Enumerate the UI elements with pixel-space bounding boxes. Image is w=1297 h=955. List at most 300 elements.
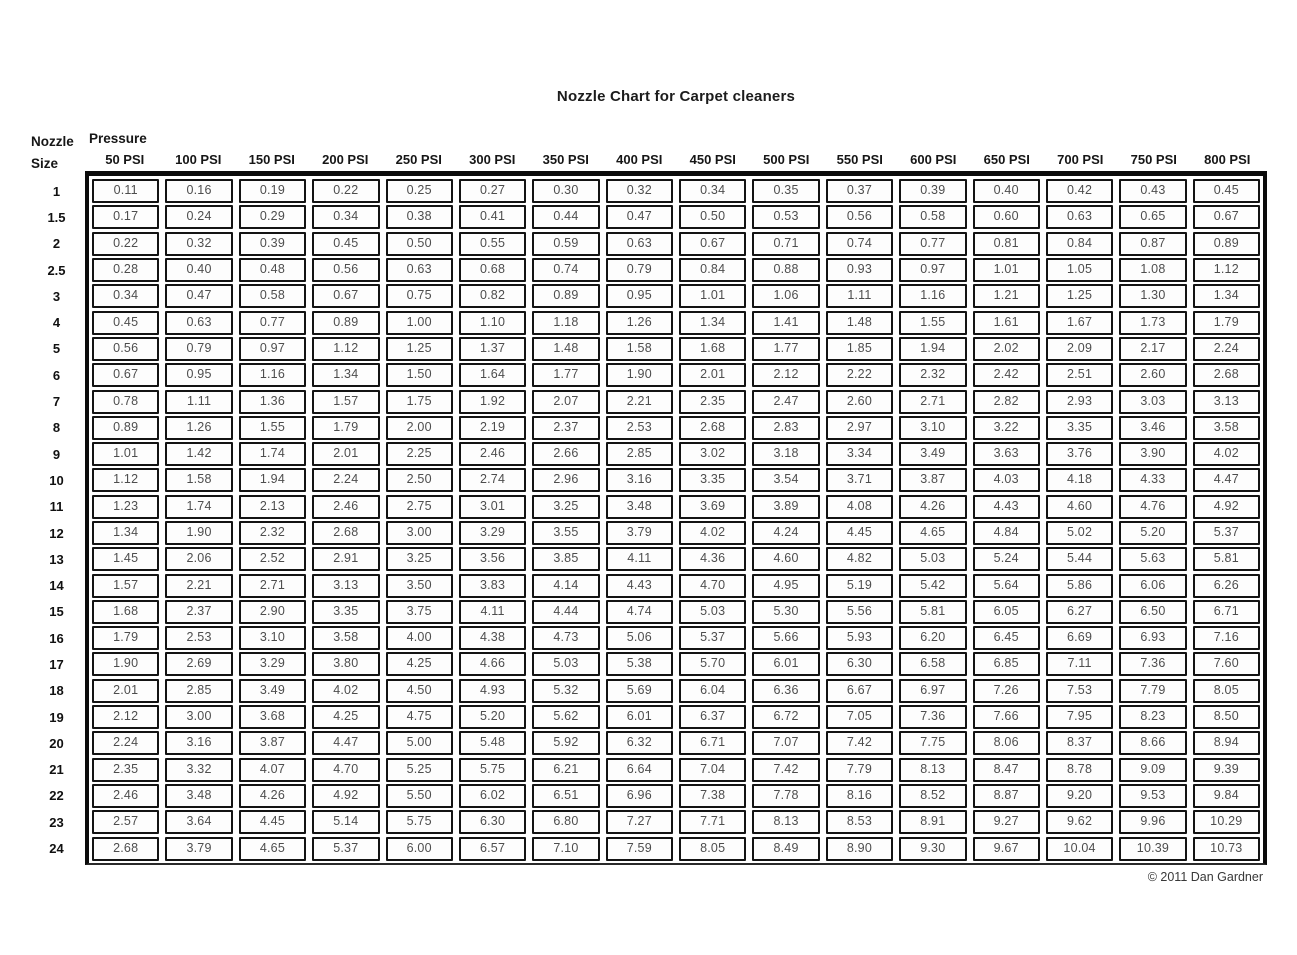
table-cell: 4.92 [312,784,379,808]
table-cell: 1.11 [165,390,232,414]
table-cell: 6.67 [826,679,893,703]
table-cell: 3.35 [679,468,746,492]
table-cell: 1.18 [532,311,599,335]
table-cell: 3.16 [165,731,232,755]
row-label: 2.5 [47,262,66,278]
table-cell: 1.01 [92,442,159,466]
table-cell: 2.66 [532,442,599,466]
table-row [92,467,1260,493]
table-cell: 2.90 [239,600,306,624]
table-cell: 3.63 [973,442,1040,466]
table-cell: 4.02 [1193,442,1260,466]
table-cell: 6.36 [752,679,819,703]
table-cell: 6.02 [459,784,526,808]
table-cell: 1.57 [312,390,379,414]
table-cell: 2.35 [92,758,159,782]
table-cell: 2.46 [92,784,159,808]
row-label: 4 [52,315,61,331]
table-cell: 2.17 [1119,337,1186,361]
table-cell: 3.79 [606,521,673,545]
table-cell: 0.34 [92,284,159,308]
table-cell: 5.62 [532,705,599,729]
table-cell: 0.74 [532,258,599,282]
table-cell: 2.00 [386,416,453,440]
table-cell: 3.69 [679,495,746,519]
table-cell: 0.89 [312,311,379,335]
table-cell: 0.34 [312,205,379,229]
table-cell: 5.32 [532,679,599,703]
row-label: 3 [52,288,61,304]
table-cell: 4.36 [679,547,746,571]
table-cell: 1.48 [532,337,599,361]
table-cell: 9.67 [973,837,1040,861]
table-cell: 0.56 [312,258,379,282]
table-cell: 7.53 [1046,679,1113,703]
table-cell: 1.90 [606,363,673,387]
table-row [92,757,1260,783]
table-cell: 8.05 [1193,679,1260,703]
table-cell: 1.11 [826,284,893,308]
table-cell: 0.29 [239,205,306,229]
table-cell: 5.86 [1046,574,1113,598]
table-cell: 3.16 [606,468,673,492]
table-cell: 1.05 [1046,258,1113,282]
table-cell: 2.06 [165,547,232,571]
table-cell: 1.10 [459,311,526,335]
table-cell: 0.45 [312,232,379,256]
table-cell: 2.52 [239,547,306,571]
table-cell: 0.39 [239,232,306,256]
table-cell: 1.45 [92,547,159,571]
table-body [28,171,1267,865]
table-cell: 0.89 [532,284,599,308]
table-cell: 4.47 [1193,468,1260,492]
table-cell: 7.75 [899,731,966,755]
table-cell: 7.60 [1193,652,1260,676]
table-cell: 6.85 [973,652,1040,676]
table-cell: 3.64 [165,810,232,834]
table-cell: 0.97 [239,337,306,361]
table-cell: 6.69 [1046,626,1113,650]
table-cell: 2.46 [312,495,379,519]
table-cell: 6.97 [899,679,966,703]
table-cell: 3.34 [826,442,893,466]
table-cell: 1.34 [1193,284,1260,308]
table-cell: 4.66 [459,652,526,676]
table-cell: 3.46 [1119,416,1186,440]
table-cell: 0.95 [165,363,232,387]
table-cell: 6.30 [459,810,526,834]
table-cell: 5.25 [386,758,453,782]
table-cell: 7.59 [606,837,673,861]
table-cell: 0.81 [973,232,1040,256]
column-header: 700 PSI [1057,152,1104,167]
table-cell: 8.23 [1119,705,1186,729]
row-label: 1 [52,183,61,199]
table-cell: 6.30 [826,652,893,676]
table-cell: 0.89 [1193,232,1260,256]
table-cell: 1.26 [165,416,232,440]
table-cell: 0.11 [92,179,159,203]
table-cell: 6.21 [532,758,599,782]
table-cell: 9.27 [973,810,1040,834]
table-cell: 4.08 [826,495,893,519]
table-cell: 3.90 [1119,442,1186,466]
table-cell: 6.64 [606,758,673,782]
table-cell: 7.42 [752,758,819,782]
table-cell: 2.25 [386,442,453,466]
table-cell: 4.82 [826,547,893,571]
column-header: 450 PSI [689,152,736,167]
table-row [92,178,1260,204]
table-row [92,835,1260,861]
table-cell: 0.47 [165,284,232,308]
table-cell: 0.87 [1119,232,1186,256]
table-cell: 0.67 [1193,205,1260,229]
table-cell: 0.82 [459,284,526,308]
table-cell: 1.58 [606,337,673,361]
row-label: 10 [49,472,64,488]
table-cell: 8.91 [899,810,966,834]
table-cell: 7.05 [826,705,893,729]
table-cell: 8.94 [1193,731,1260,755]
table-cell: 0.22 [92,232,159,256]
table-cell: 3.10 [239,626,306,650]
table-row [92,599,1260,625]
table-cell: 1.79 [312,416,379,440]
table-cell: 3.83 [459,574,526,598]
table-cell: 1.12 [92,468,159,492]
table-cell: 0.53 [752,205,819,229]
column-header: 500 PSI [763,152,810,167]
table-row [92,520,1260,546]
table-row [92,678,1260,704]
table-cell: 7.26 [973,679,1040,703]
table-cell: 4.14 [532,574,599,598]
table-cell: 0.25 [386,179,453,203]
table-row [92,309,1260,335]
table-cell: 1.79 [92,626,159,650]
table-row [92,651,1260,677]
table-cell: 3.48 [165,784,232,808]
table-cell: 1.01 [973,258,1040,282]
row-label: 6 [52,367,61,383]
page-title: Nozzle Chart for Carpet cleaners [556,88,796,105]
table-cell: 10.29 [1193,810,1260,834]
table-cell: 0.78 [92,390,159,414]
table-cell: 2.60 [1119,363,1186,387]
table-cell: 9.62 [1046,810,1113,834]
row-label: 11 [49,499,64,515]
table-cell: 0.89 [92,416,159,440]
column-header: 600 PSI [910,152,957,167]
table-cell: 1.23 [92,495,159,519]
table-cell: 0.63 [1046,205,1113,229]
table-cell: 5.92 [532,731,599,755]
table-cell: 0.84 [1046,232,1113,256]
table-cell: 6.45 [973,626,1040,650]
table-cell: 6.00 [386,837,453,861]
table-cell: 2.01 [312,442,379,466]
table-cell: 1.12 [312,337,379,361]
table-cell: 8.13 [752,810,819,834]
table-cell: 6.32 [606,731,673,755]
row-labels-column [28,171,85,865]
table-cell: 1.34 [679,311,746,335]
table-cell: 10.39 [1119,837,1186,861]
table-cell: 7.04 [679,758,746,782]
table-cell: 3.48 [606,495,673,519]
table-cell: 2.37 [165,600,232,624]
table-cell: 5.03 [679,600,746,624]
table-cell: 7.11 [1046,652,1113,676]
table-cell: 8.47 [973,758,1040,782]
table-cell: 4.84 [973,521,1040,545]
column-header: 150 PSI [248,152,295,167]
table-cell: 2.68 [1193,363,1260,387]
table-cell: 3.02 [679,442,746,466]
column-header: 300 PSI [469,152,516,167]
table-cell: 4.26 [239,784,306,808]
table-cell: 1.36 [239,390,306,414]
table-cell: 5.20 [1119,521,1186,545]
table-cell: 5.44 [1046,547,1113,571]
table-cell: 3.58 [312,626,379,650]
table-cell: 0.55 [459,232,526,256]
table-cell: 6.04 [679,679,746,703]
table-cell: 1.90 [92,652,159,676]
row-label: 5 [52,341,61,357]
table-cell: 9.53 [1119,784,1186,808]
table-cell: 7.42 [826,731,893,755]
table-cell: 1.73 [1119,311,1186,335]
table-cell: 0.44 [532,205,599,229]
copyright-text: © 2011 Dan Gardner [1147,869,1263,884]
nozzle-table [28,129,1267,865]
table-cell: 2.71 [239,574,306,598]
table-cell: 9.39 [1193,758,1260,782]
table-cell: 5.37 [312,837,379,861]
table-cell: 2.32 [239,521,306,545]
table-cell: 0.35 [752,179,819,203]
table-cell: 0.67 [312,284,379,308]
table-cell: 0.34 [679,179,746,203]
table-cell: 2.85 [165,679,232,703]
table-cell: 0.79 [165,337,232,361]
table-cell: 4.73 [532,626,599,650]
table-cell: 2.01 [92,679,159,703]
table-cell: 0.77 [899,232,966,256]
row-label: 12 [49,525,64,541]
table-cell: 2.75 [386,495,453,519]
table-cell: 5.48 [459,731,526,755]
table-cell: 7.10 [532,837,599,861]
table-cell: 3.55 [532,521,599,545]
table-cell: 7.78 [752,784,819,808]
table-cell: 4.11 [606,547,673,571]
table-cell: 0.95 [606,284,673,308]
table-cell: 5.63 [1119,547,1186,571]
row-label: 21 [49,762,64,778]
column-header: 250 PSI [395,152,442,167]
table-cell: 0.38 [386,205,453,229]
table-cell: 1.50 [386,363,453,387]
row-label: 17 [49,656,64,672]
table-cell: 1.74 [165,495,232,519]
table-row [92,494,1260,520]
table-cell: 0.50 [386,232,453,256]
table-cell: 2.19 [459,416,526,440]
table-cell: 1.25 [1046,284,1113,308]
table-cell: 4.93 [459,679,526,703]
table-cell: 3.87 [239,731,306,755]
table-cell: 0.79 [606,258,673,282]
table-row [92,231,1260,257]
table-cell: 3.35 [312,600,379,624]
column-header: 750 PSI [1130,152,1177,167]
table-cell: 2.47 [752,390,819,414]
table-cell: 5.19 [826,574,893,598]
table-cell: 4.60 [1046,495,1113,519]
table-cell: 3.22 [973,416,1040,440]
table-cell: 2.24 [1193,337,1260,361]
table-cell: 4.02 [679,521,746,545]
table-cell: 2.32 [899,363,966,387]
table-cell: 5.14 [312,810,379,834]
table-cell: 1.30 [1119,284,1186,308]
table-cell: 1.21 [973,284,1040,308]
table-cell: 4.43 [606,574,673,598]
row-label: 8 [52,420,61,436]
table-cell: 1.74 [239,442,306,466]
table-cell: 6.26 [1193,574,1260,598]
column-header: 350 PSI [542,152,589,167]
table-cell: 9.84 [1193,784,1260,808]
table-cell: 3.49 [239,679,306,703]
table-cell: 2.24 [312,468,379,492]
table-cell: 3.80 [312,652,379,676]
table-row [92,625,1260,651]
table-cell: 8.37 [1046,731,1113,755]
table-row [92,204,1260,230]
table-cell: 2.68 [679,416,746,440]
row-label: 9 [52,446,61,462]
table-cell: 5.30 [752,600,819,624]
table-cell: 0.63 [606,232,673,256]
table-cell: 3.32 [165,758,232,782]
table-cell: 2.46 [459,442,526,466]
table-cell: 8.90 [826,837,893,861]
table-cell: 8.52 [899,784,966,808]
table-cell: 4.38 [459,626,526,650]
table-cell: 2.01 [679,363,746,387]
row-label: 16 [49,630,64,646]
table-cell: 0.24 [165,205,232,229]
table-cell: 5.56 [826,600,893,624]
table-cell: 9.30 [899,837,966,861]
table-cell: 9.09 [1119,758,1186,782]
table-cell: 0.65 [1119,205,1186,229]
column-header: 400 PSI [616,152,663,167]
table-cell: 2.53 [165,626,232,650]
header-row-2 [28,149,1267,171]
table-row [92,441,1260,467]
table-cell: 4.02 [312,679,379,703]
table-cell: 0.40 [165,258,232,282]
table-cell: 1.58 [165,468,232,492]
table-cell: 6.06 [1119,574,1186,598]
table-cell: 8.13 [899,758,966,782]
table-cell: 0.74 [826,232,893,256]
table-cell: 1.48 [826,311,893,335]
table-cell: 1.34 [92,521,159,545]
table-cell: 3.79 [165,837,232,861]
table-cell: 4.03 [973,468,1040,492]
table-cell: 0.40 [973,179,1040,203]
table-cell: 2.22 [826,363,893,387]
header-row-1 [28,129,1267,149]
table-cell: 3.58 [1193,416,1260,440]
table-row [92,362,1260,388]
table-cell: 4.65 [899,521,966,545]
table-cell: 2.09 [1046,337,1113,361]
table-cell: 3.03 [1119,390,1186,414]
table-cell: 1.94 [899,337,966,361]
table-cell: 0.68 [459,258,526,282]
table-cell: 3.87 [899,468,966,492]
table-cell: 1.61 [973,311,1040,335]
table-cell: 6.50 [1119,600,1186,624]
table-cell: 3.85 [532,547,599,571]
table-cell: 1.12 [1193,258,1260,282]
table-cell: 6.96 [606,784,673,808]
table-cell: 1.68 [92,600,159,624]
table-cell: 4.25 [386,652,453,676]
table-cell: 8.16 [826,784,893,808]
table-cell: 8.05 [679,837,746,861]
row-label: 19 [49,709,64,725]
table-cell: 0.42 [1046,179,1113,203]
table-cell: 1.90 [165,521,232,545]
table-cell: 3.76 [1046,442,1113,466]
table-cell: 8.53 [826,810,893,834]
table-row [92,415,1260,441]
table-cell: 0.71 [752,232,819,256]
table-cell: 2.12 [92,705,159,729]
table-cell: 4.25 [312,705,379,729]
row-label: 15 [49,604,64,620]
table-cell: 1.77 [532,363,599,387]
table-cell: 3.29 [239,652,306,676]
table-cell: 2.68 [312,521,379,545]
table-cell: 2.21 [165,574,232,598]
table-cell: 2.57 [92,810,159,834]
table-cell: 0.27 [459,179,526,203]
table-cell: 2.37 [532,416,599,440]
table-cell: 8.66 [1119,731,1186,755]
table-cell: 6.57 [459,837,526,861]
table-cell: 0.77 [239,311,306,335]
table-cell: 3.54 [752,468,819,492]
table-cell: 6.05 [973,600,1040,624]
column-header: 800 PSI [1204,152,1251,167]
table-cell: 2.85 [606,442,673,466]
table-cell: 5.42 [899,574,966,598]
table-cell: 6.93 [1119,626,1186,650]
row-label: 1.5 [47,209,66,225]
table-cell: 0.19 [239,179,306,203]
table-cell: 2.91 [312,547,379,571]
